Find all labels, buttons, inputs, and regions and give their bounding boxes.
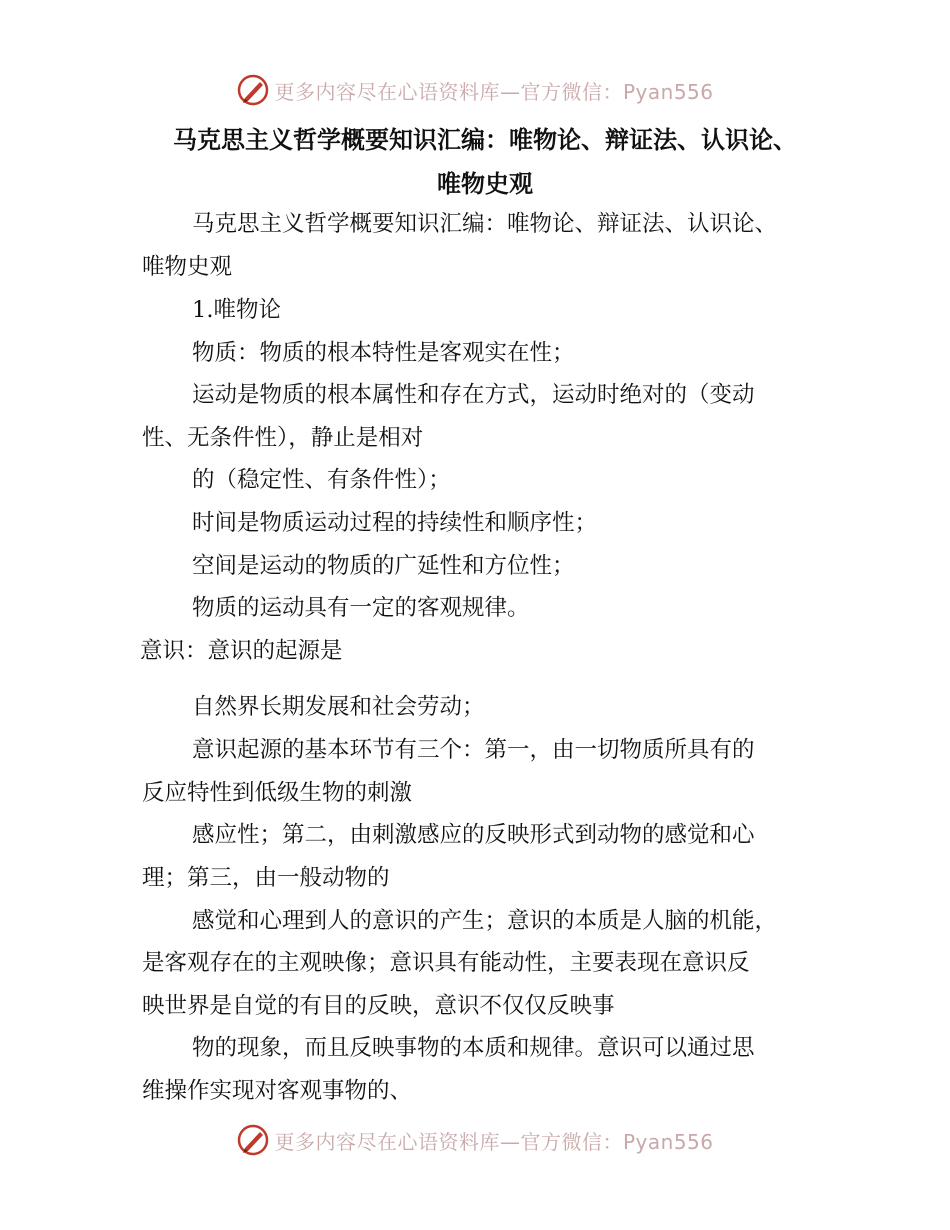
- body-line: 感应性；第二，由刺激感应的反映形式到动物的感觉和心: [192, 822, 755, 848]
- body-line: 反应特性到低级生物的刺激: [142, 780, 413, 806]
- body-line: 唯物史观: [142, 254, 233, 280]
- body-line: 维操作实现对客观事物的、: [142, 1078, 413, 1104]
- pen-logo-icon: [236, 1123, 270, 1157]
- body-line: 感觉和心理到人的意识的产生；意识的本质是人脑的机能，: [192, 908, 778, 934]
- body-line: 理；第三，由一般动物的: [142, 865, 390, 891]
- body-line: 物的现象，而且反映事物的本质和规律。意识可以通过思: [192, 1035, 755, 1061]
- body-line: 意识：意识的起源是: [140, 638, 343, 664]
- watermark-text: 更多内容尽在心语资料库—官方微信：Pyan556: [274, 1129, 714, 1154]
- pen-logo-icon: [236, 73, 270, 107]
- body-line: 的（稳定性、有条件性）；: [192, 467, 451, 493]
- body-line: 时间是物质运动过程的持续性和顺序性；: [192, 510, 598, 536]
- body-line: 物质的运动具有一定的客观规律。: [192, 595, 530, 621]
- body-line: 映世界是自觉的有目的反映，意识不仅仅反映事: [142, 993, 615, 1019]
- title-line-2: 唯物史观: [437, 170, 533, 198]
- body-line: 物质：物质的根本特性是客观实在性；: [192, 340, 575, 366]
- body-line: 是客观存在的主观映像；意识具有能动性，主要表现在意识反: [142, 950, 750, 976]
- title-line-1: 马克思主义哲学概要知识汇编：唯物论、辩证法、认识论、: [173, 126, 797, 154]
- footer-watermark: [0, 1120, 950, 1160]
- body-line: 自然界长期发展和社会劳动；: [192, 694, 485, 720]
- document-title: [140, 118, 830, 206]
- body-line: 1.唯物论: [192, 297, 281, 323]
- body-line: 空间是运动的物质的广延性和方位性；: [192, 553, 575, 579]
- watermark-text: 更多内容尽在心语资料库—官方微信：Pyan556: [274, 79, 714, 104]
- header-watermark: [0, 70, 950, 110]
- body-line: 意识起源的基本环节有三个：第一，由一切物质所具有的: [192, 737, 755, 763]
- body-line: 马克思主义哲学概要知识汇编：唯物论、辩证法、认识论、: [192, 211, 778, 237]
- body-line: 性、无条件性），静止是相对: [142, 425, 424, 451]
- body-line: 运动是物质的根本属性和存在方式，运动时绝对的（变动: [192, 382, 755, 408]
